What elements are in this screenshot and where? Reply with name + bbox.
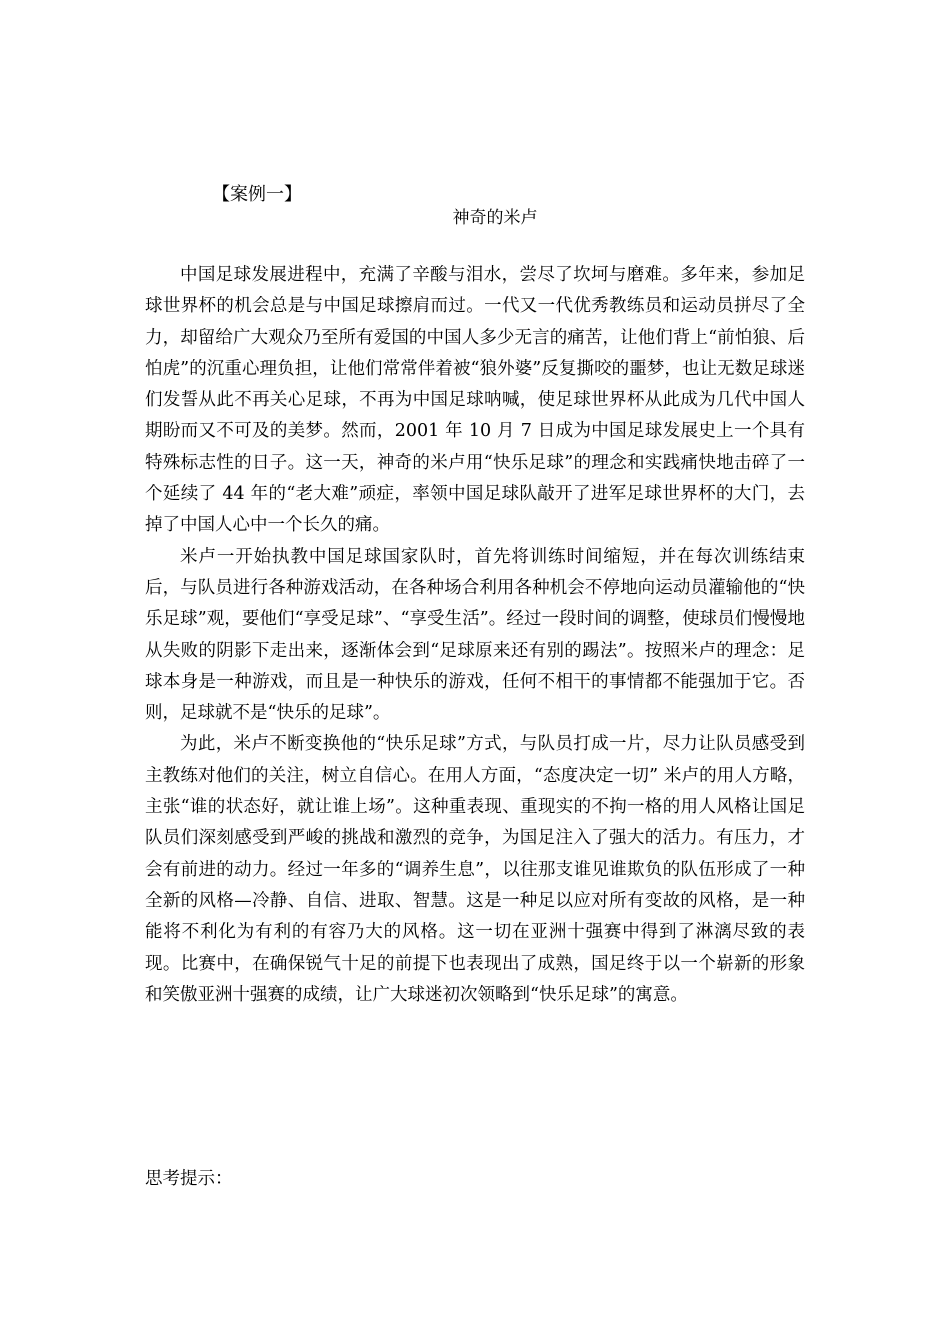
paragraph-2: 米卢一开始执教中国足球国家队时，首先将训练时间缩短，并在每次训练结束后，与队员进行各种游戏活动，在各种场合利用各种机会不停地向运动员灌输他的“快乐足球”观，要他们“享受足球”、“享受生活”。经过一段时间的调整，使球员们慢慢地从失败的阴影下走出来，逐渐体会到“足球原来还有别的踢法”。按照米卢的理念：足球本身是一种游戏，而且是一种快乐的游戏，任何不相干的事情都不能强加于它。否则，足球就不是“快乐的足球”。 bbox=[145, 546, 805, 724]
case-label: 【案例一】 bbox=[212, 184, 302, 205]
article-body bbox=[145, 260, 805, 1011]
paragraph-1: 中国足球发展进程中，充满了辛酸与泪水，尝尽了坎坷与磨难。多年来，参加足球世界杯的机会总是与中国足球擦肩而过。一代又一代优秀教练员和运动员拼尽了全力，却留给广大观众乃至所有爱国的中国人多少无言的痛苦，让他们背上“前怕狼、后怕虎”的沉重心理负担，让他们常常伴着被“狼外婆”反复撕咬的噩梦，也让无数足球迷们发誓从此不再关心足球，不再为中国足球呐喊，使足球世界杯从此成为几代中国人期盼而又不可及的美梦。然而，2001 年 10 月 7 日成为中国足球发展史上一个具有特殊标志性的日子。这一天，神奇的米卢用“快乐足球”的理念和实践痛快地击碎了一个延续了 44 年的“老大难”顽症，率领中国足球队敲开了进军足球世界杯的大门，去掉了中国人心中一个长久的痛。 bbox=[145, 265, 805, 536]
article-title: 神奇的米卢 bbox=[452, 208, 538, 228]
paragraph-3: 为此，米卢不断变换他的“快乐足球”方式，与队员打成一片，尽力让队员感受到主教练对他们的关注，树立自信心。在用人方面，“态度决定一切” 米卢的用人方略，主张“谁的状态好，就让谁上场”。这种重表现、重现实的不拘一格的用人风格让国足队员们深刻感受到严峻的挑战和激烈的竞争，为国足注入了强大的活力。有压力，才会有前进的动力。经过一年多的“调养生息”，以往那支谁见谁欺负的队伍形成了一种全新的风格—冷静、自信、进取、智慧。这是一种足以应对所有变故的风格，是一种能将不利化为有利的有容乃大的风格。这一切在亚洲十强赛中得到了淋漓尽致的表现。比赛中，在确保锐气十足的前提下也表现出了成熟，国足终于以一个崭新的形象和笑傲亚洲十强赛的成绩，让广大球迷初次领略到“快乐足球”的寓意。 bbox=[145, 734, 805, 1005]
thinking-prompt: 思考提示： bbox=[145, 1169, 233, 1189]
